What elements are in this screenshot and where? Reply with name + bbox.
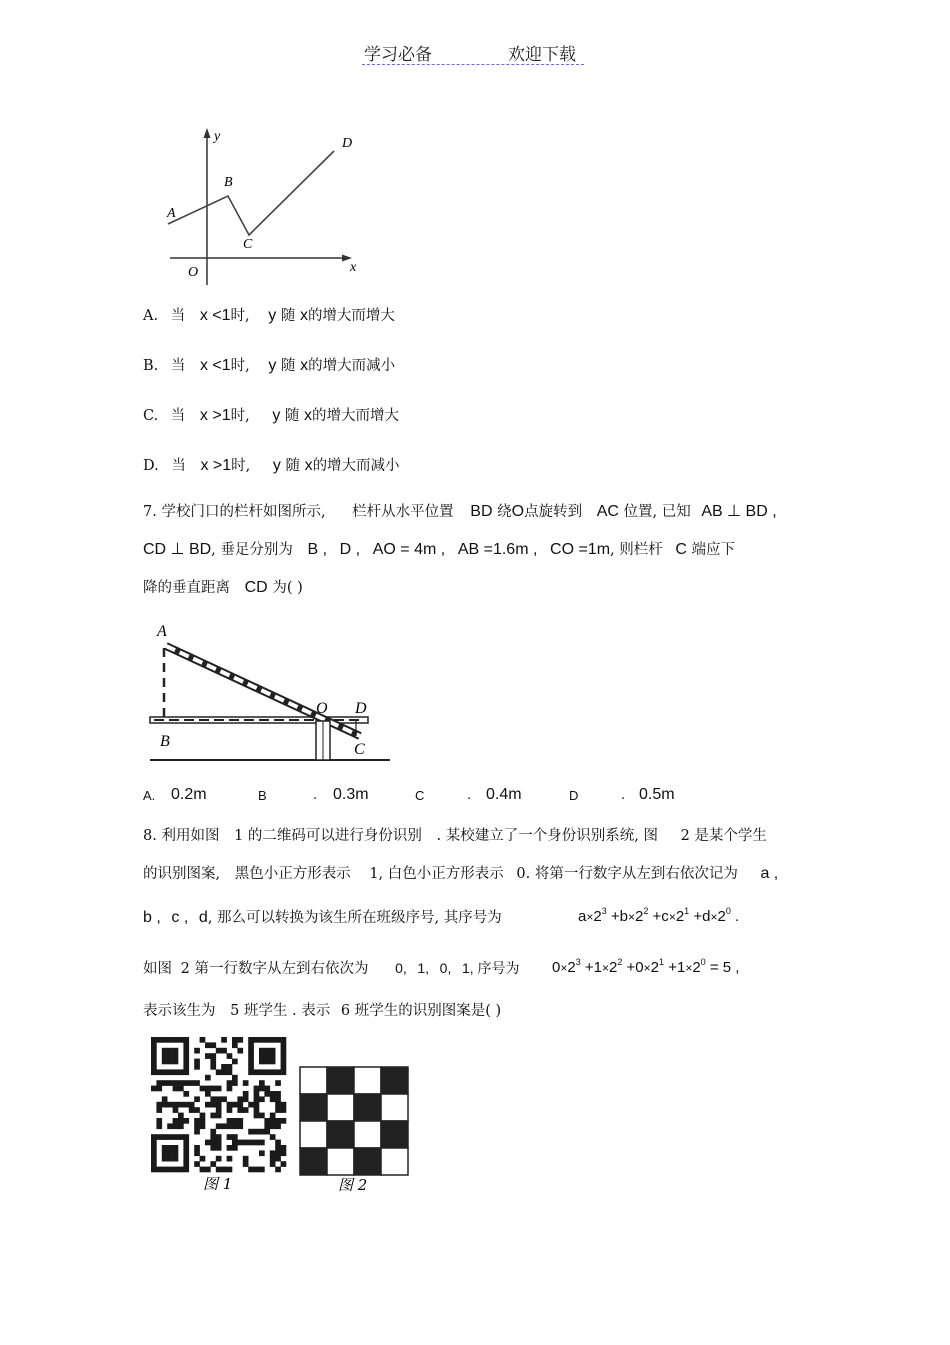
grid-cell (381, 1121, 408, 1148)
q7-line-1: 7. 学校门口的栏杆如图所示, 栏杆从水平位置 BD 绕O点旋转到 AC 位置, 已知 AB ⊥ BD , (143, 503, 777, 520)
fig7-label-b: B (160, 733, 170, 750)
grid-cell (381, 1067, 408, 1094)
q8-line-3: b , c , d, 那么可以转换为该生所在班级序号, 其序号为 (143, 909, 502, 926)
fig7-label-a: A (157, 623, 167, 640)
function-graph (150, 120, 370, 290)
grid-cell (327, 1148, 354, 1175)
qr-code-image (151, 1037, 286, 1172)
header-right: 欢迎下载 (508, 45, 576, 65)
grid-cell (300, 1121, 327, 1148)
grid-cell (354, 1148, 381, 1175)
label-c: C (243, 237, 253, 252)
label-o: O (188, 265, 199, 280)
grid-cell (381, 1148, 408, 1175)
label-x: x (350, 260, 357, 275)
q6-option-b: B. 当 x <1时, y 随 x的增大而减小 (143, 357, 396, 374)
id-pattern-figure (298, 1065, 414, 1195)
q7-options: A. 0.2m B . 0.3m C . 0.4m D . 0.5m (143, 786, 675, 803)
id-pattern-grid (300, 1067, 408, 1175)
grid-cell (327, 1067, 354, 1094)
y-axis-arrow (204, 128, 211, 138)
grid-cell (354, 1094, 381, 1121)
q6-option-a: A. 当 x <1时, y 随 x的增大而增大 (143, 307, 395, 324)
fig7-label-o: O (316, 700, 328, 717)
label-y: y (214, 129, 221, 144)
q8-line-2: 的识别图案, 黑色小正方形表示 1, 白色小正方形表示 0. 将第一行数字从左到右依次记为 a , (143, 865, 779, 882)
graph-polyline (168, 151, 334, 235)
q8-line-4: 如图 2 第一行数字从左到右依次为 0, 1, 0, 1, 序号为 (143, 960, 520, 977)
grid-cell (354, 1067, 381, 1094)
label-d: D (342, 136, 353, 151)
label-a: A (167, 206, 176, 221)
fig7-label-c: C (354, 741, 365, 758)
q8-line-1: 8. 利用如图 1 的二维码可以进行身份识别 . 某校建立了一个身份识别系统, 图 2 是某个学生 (143, 828, 767, 844)
fig2-caption: 图 2 (338, 1176, 368, 1194)
q7-line-3: 降的垂直距离 CD 为( ) (143, 579, 303, 596)
q8-formula-general: $a\times 2^3 +b\times 2^2 +c\times 2^1 +d\times 2^0$ . (578, 906, 740, 925)
grid-cell (300, 1067, 327, 1094)
page-header (362, 40, 584, 65)
grid-cell (354, 1121, 381, 1148)
barrier-figure (145, 615, 400, 770)
grid-cell (327, 1094, 354, 1121)
grid-cell (381, 1094, 408, 1121)
grid-cell (327, 1121, 354, 1148)
grid-cell (300, 1094, 327, 1121)
q7-line-2: CD ⊥ BD, 垂足分别为 B , D , AO = 4m , AB =1.6m , CO =1m, 则栏杆 C 端应下 (143, 541, 736, 558)
q6-option-c: C. 当 x >1时, y 随 x的增大而增大 (143, 407, 400, 424)
q8-line-5: 表示该生为 5 班学生 . 表示 6 班学生的识别图案是( ) (143, 1003, 502, 1019)
label-b: B (224, 175, 233, 190)
fig7-label-d: D (355, 700, 367, 717)
qr-code-figure (148, 1035, 290, 1195)
fig1-caption: 图 1 (203, 1175, 233, 1193)
q6-option-d: D. 当 x >1时, y 随 x的增大而减小 (143, 457, 400, 474)
q8-formula-example: $0\times 2^3 +1\times 2^2 +0\times 2^1 +1\times 2^0 = 5$ , (552, 957, 740, 976)
grid-cell (300, 1148, 327, 1175)
header-left: 学习必备 (364, 45, 432, 65)
